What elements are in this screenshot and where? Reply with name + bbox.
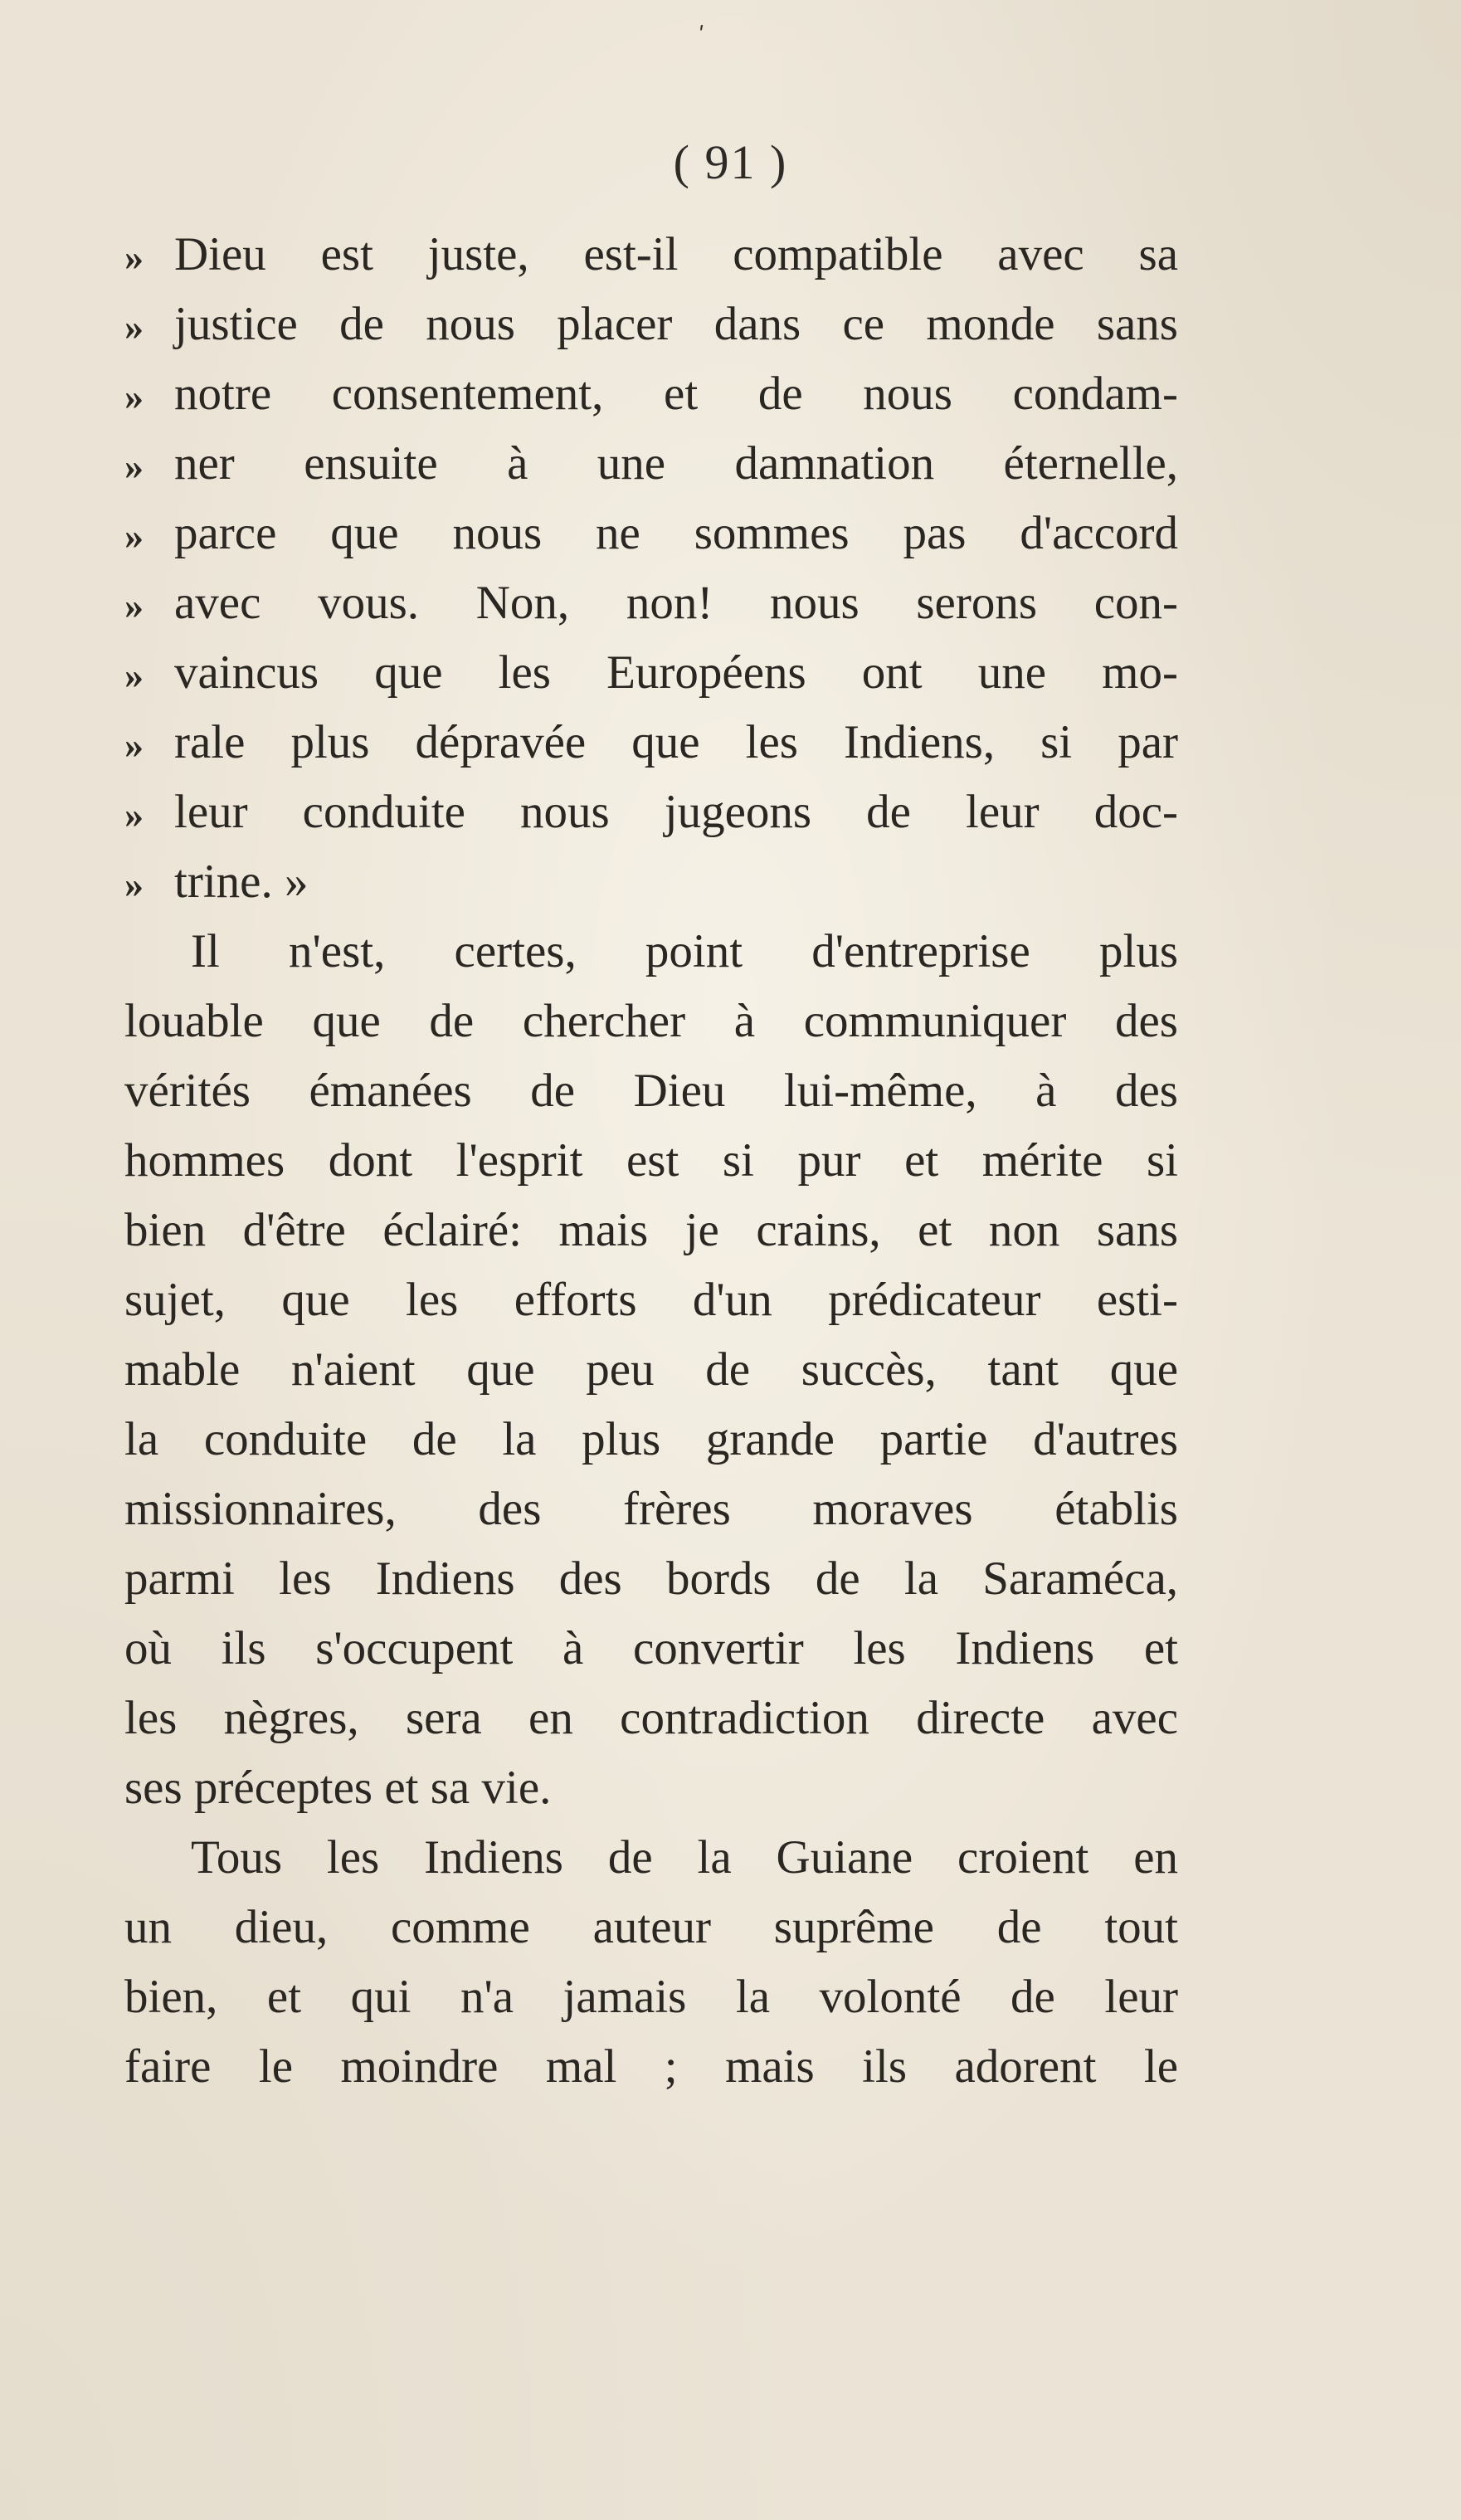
text-line: missionnaires, des frères moraves établis [124,1483,1178,1535]
text-line: vérités émanées de Dieu lui-même, à des [124,1065,1178,1117]
quoted-line-text: trine. » [174,855,309,908]
text-line: où ils s'occupent à convertir les Indiens et [124,1622,1178,1674]
page-text [124,220,1178,2102]
quote-mark: » [124,584,144,626]
text-line: bien, et qui n'a jamais la volonté de leur [124,1971,1178,2023]
text-line: mable n'aient que peu de succès, tant que [124,1343,1178,1396]
text-line: hommes dont l'esprit est si pur et mérite si [124,1134,1178,1187]
text-line: la conduite de la plus grande partie d'autres [124,1413,1178,1465]
quoted-line-text: leur conduite nous jugeons de leur doc- [174,786,1178,838]
quote-mark: » [124,445,144,487]
paragraph [124,917,1178,1823]
text-line: Il n'est, certes, point d'entreprise plus [191,925,1178,977]
page-number: ( 91 ) [673,135,788,189]
quote-mark: » [124,305,144,348]
text-line: parmi les Indiens des bords de la Saraméca, [124,1552,1178,1605]
text-line: bien d'être éclairé: mais je crains, et non sans [124,1204,1178,1256]
quoted-line-text: justice de nous placer dans ce monde sans [174,298,1178,350]
text-line: faire le moindre mal ; mais ils adorent le [124,2040,1178,2093]
quoted-line-text: vaincus que les Européens ont une mo- [174,646,1178,699]
quoted-line [124,638,1178,708]
quoted-line-text: parce que nous ne sommes pas d'accord [174,507,1178,559]
quoted-line [124,847,1178,917]
quoted-line-text: notre consentement, et de nous condam- [174,368,1178,420]
quoted-line [124,359,1178,429]
text-line: sujet, que les efforts d'un prédicateur esti- [124,1274,1178,1326]
quoted-line [124,568,1178,638]
quote-mark: » [124,236,144,278]
text-line: ses préceptes et sa vie. [124,1762,552,1814]
quote-mark: » [124,863,144,905]
quoted-line-text: Dieu est juste, est-il compatible avec sa [174,228,1178,280]
text-line: les nègres, sera en contradiction directe avec [124,1692,1178,1744]
print-speck: ʹ [699,23,705,48]
quote-mark: » [124,375,144,417]
quoted-line [124,499,1178,568]
text-line: un dieu, comme auteur suprême de tout [124,1901,1178,1953]
text-line: louable que de chercher à communiquer des [124,995,1178,1047]
text-line: Tous les Indiens de la Guiane croient en [191,1831,1178,1884]
quoted-line [124,429,1178,499]
quoted-line [124,708,1178,777]
quoted-line [124,777,1178,847]
quote-mark: » [124,514,144,557]
quote-mark: » [124,793,144,836]
quoted-line-text: rale plus dépravée que les Indiens, si par [174,716,1178,768]
quote-mark: » [124,654,144,696]
quoted-line [124,220,1178,290]
paragraph [124,1823,1178,2102]
quoted-line-text: avec vous. Non, non! nous serons con- [174,577,1178,629]
quoted-line [124,290,1178,359]
quote-mark: » [124,724,144,766]
quoted-line-text: ner ensuite à une damnation éternelle, [174,437,1178,490]
